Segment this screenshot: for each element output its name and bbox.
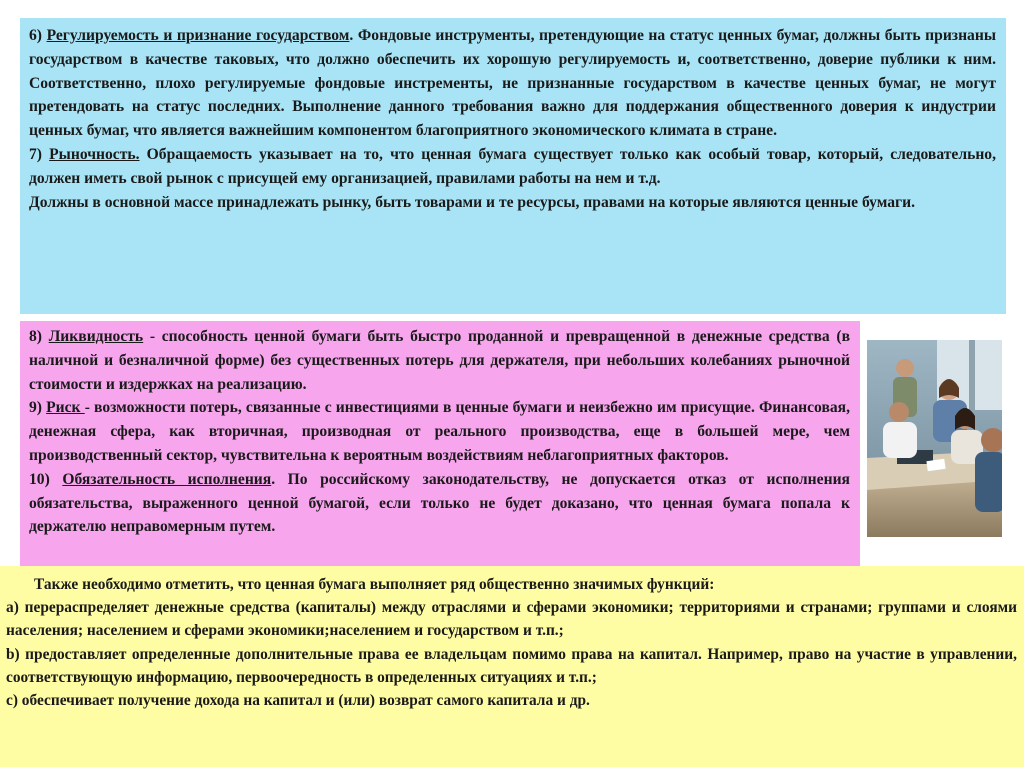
function-a: а) перераспределяет денежные средства (капиталы) между отраслями и сферами экономики; территориями и странами; группами и слоями населения; населением и сферами экономики;населением и государством и т.п.; [6, 599, 1017, 640]
item-6: 6) Регулируемость и признание государством. Фондовые инструменты, претендующие на статус ценных бумаг, должны быть признаны государством в качестве таковых, что должно обеспечить их хорошую регулируемость и, соответственно, доверие публики к ним. Соответственно, плохо регулируемые фондовые инстременты, не признанные государством в качестве ценных бумаг, не могут претендовать на статус последних. Выполнение данного требования важно для поддержания общественного доверия к индустрии ценных бумаг, что является важнейшим компонентом благоприятного экономического климата в стране. [29, 27, 997, 140]
item-10: 10) Обязательность исполнения. По российскому законодательству, не допускается отказ от исполнения обязательства, выраженного ценной бумагой, если только не будет доказано, что ценная бумага попала к держателю неправомерным путем. [29, 470, 850, 536]
properties-box-pink [20, 321, 860, 566]
function-c: c) обеспечивает получение дохода на капитал и (или) возврат самого капитала и др. [6, 692, 590, 710]
item-7-extra: Должны в основной массе принадлежать рынку, быть товарами и те ресурсы, правами на которые являются ценные бумаги. [29, 193, 916, 211]
function-b: b) предоставляет определенные дополнительные права ее владельцам помимо права на капитал. Например, право на участие в управлении, соответствующую информацию, первоочередность в определенных ситуациях и т.п.; [6, 645, 1017, 686]
item-7: 7) Рыночность. Обращаемость указывает на то, что ценная бумага существует только как особый товар, который, следовательно, должен иметь свой рынок с присущей ему организацией, правилами работы на нем и т.д. [29, 145, 996, 187]
item-8-term: Ликвидность [48, 328, 144, 345]
office-team-photo [867, 340, 1002, 537]
properties-box-blue [20, 18, 1006, 314]
item-9-term: Риск [46, 399, 85, 417]
item-9: 9) Риск - возможности потерь, связанные с инвестициями в ценные бумаги и неизбежно им присущие. Финансовая, денежная сфера, как вторичная, производная от реального производства, еще в большей мере, чем производственный сектор, чувствительна к вероятным воздействиям неблагоприятных факторов. [29, 399, 850, 464]
item-7-term: Рыночность. [49, 145, 140, 163]
item-6-term: Регулируемость и признание государством [46, 27, 350, 44]
functions-intro: Также необходимо отметить, что ценная бумага выполняет ряд общественно значимых функций: [34, 576, 715, 593]
item-10-term: Обязательность исполнения [62, 470, 272, 488]
office-team-photo-illustration [867, 340, 1002, 537]
functions-box-yellow [0, 566, 1024, 767]
item-8: 8) Ликвидность - способность ценной бумаги быть быстро проданной и превращенной в денежные средства (в наличной и безналичной форме) без существенных потерь для держателя, при небольших колебаниях рыночной стоимости и издержках на реализацию. [29, 328, 850, 393]
